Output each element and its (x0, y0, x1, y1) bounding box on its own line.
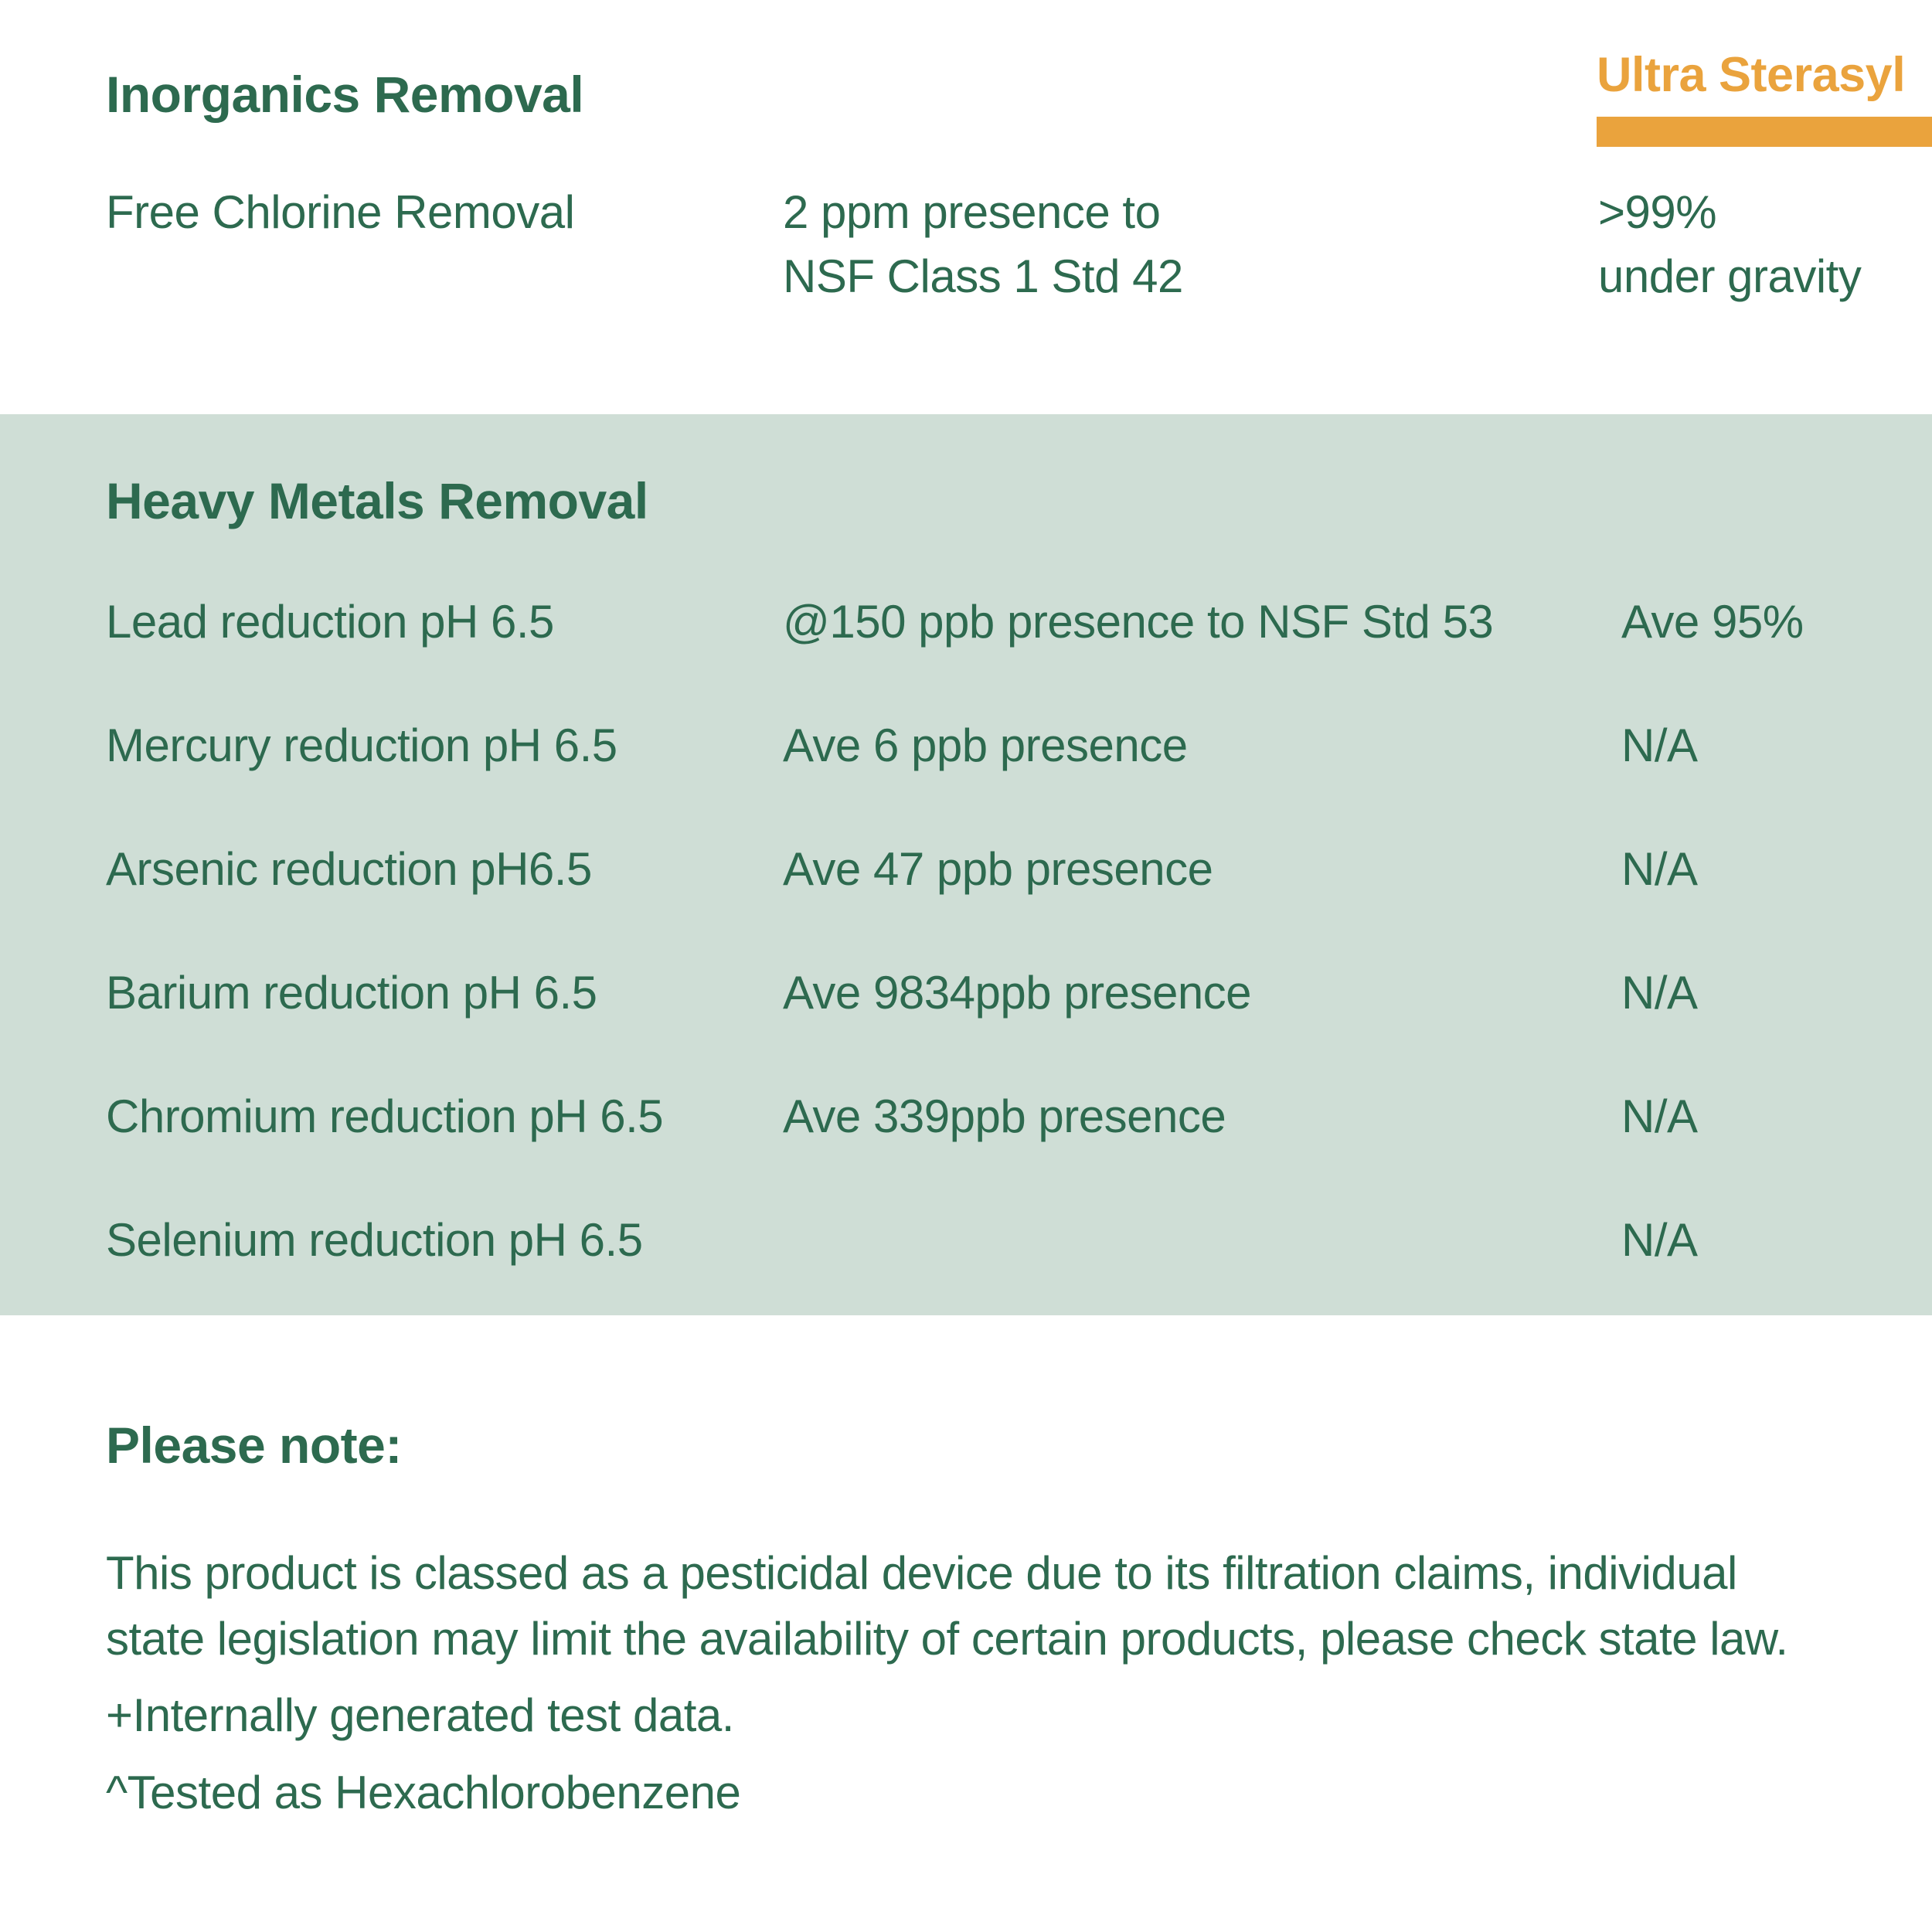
metal-label: Chromium reduction pH 6.5 (106, 1090, 664, 1142)
chlorine-test-line2: NSF Class 1 Std 42 (783, 250, 1183, 302)
inorganics-heading: Inorganics Removal (106, 66, 584, 123)
metal-label: Mercury reduction pH 6.5 (106, 719, 617, 771)
brand-name: Ultra Sterasyl (1597, 48, 1906, 102)
chlorine-row-result (1598, 180, 1861, 308)
metal-test: Ave 339ppb presence (783, 1090, 1226, 1142)
footnote-hexachlorobenzene: ^Tested as Hexachlorobenzene (106, 1767, 741, 1818)
chlorine-row-label: Free Chlorine Removal (106, 186, 575, 238)
chlorine-result-line1: >99% (1598, 186, 1717, 238)
brand-underline-bar (1597, 117, 1932, 147)
metal-label: Barium reduction pH 6.5 (106, 967, 597, 1019)
please-note-heading: Please note: (106, 1417, 402, 1474)
metal-test: @150 ppb presence to NSF Std 53 (783, 596, 1494, 648)
metal-test: Ave 9834ppb presence (783, 967, 1252, 1019)
note-paragraph-line1: This product is classed as a pesticidal device due to its filtration claims, individual (106, 1547, 1737, 1599)
chlorine-result-line2: under gravity (1598, 250, 1862, 302)
chlorine-row-test (783, 180, 1183, 308)
metal-test: Ave 47 ppb presence (783, 843, 1213, 895)
footnote-internal-data: +Internally generated test data. (106, 1689, 734, 1741)
metal-result: Ave 95% (1621, 596, 1804, 648)
metal-label: Lead reduction pH 6.5 (106, 596, 554, 648)
metal-result: N/A (1621, 843, 1698, 895)
metal-result: N/A (1621, 1214, 1698, 1266)
metal-test: Ave 6 ppb presence (783, 719, 1188, 771)
note-paragraph-line2: state legislation may limit the availability of certain products, please check state law. (106, 1613, 1788, 1665)
metal-result: N/A (1621, 967, 1698, 1019)
heavy-metals-heading: Heavy Metals Removal (106, 472, 648, 529)
chlorine-test-line1: 2 ppm presence to (783, 186, 1161, 238)
note-paragraph (106, 1540, 1788, 1672)
metal-label: Selenium reduction pH 6.5 (106, 1214, 643, 1266)
metal-result: N/A (1621, 719, 1698, 771)
metal-result: N/A (1621, 1090, 1698, 1142)
metal-label: Arsenic reduction pH6.5 (106, 843, 592, 895)
